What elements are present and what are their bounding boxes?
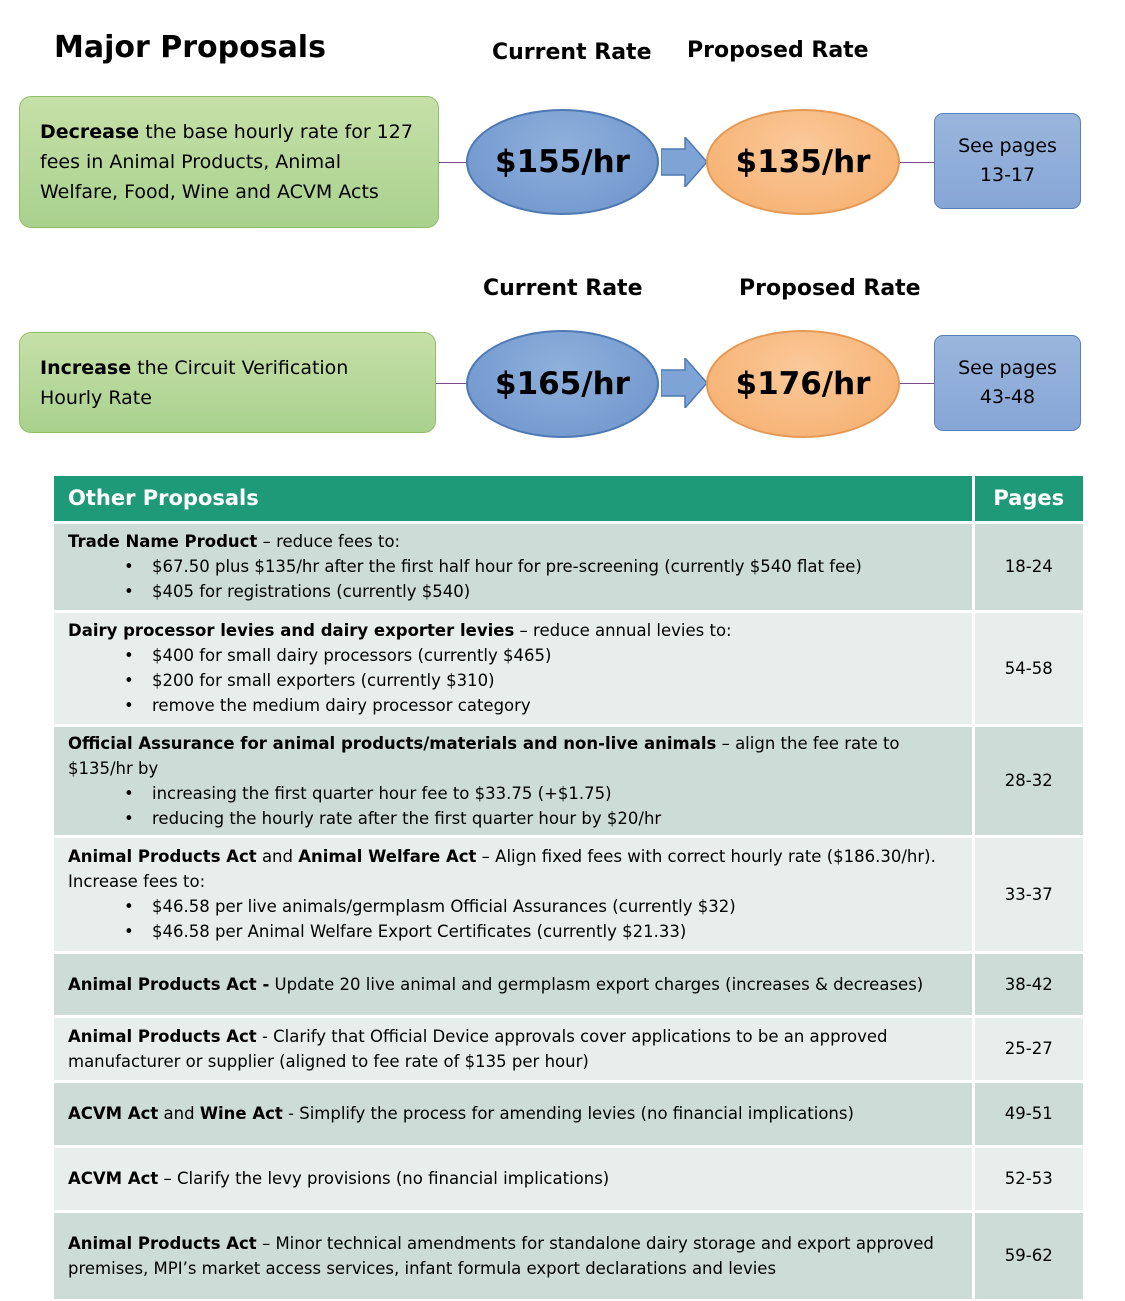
proposed-rate-header-2: Proposed Rate xyxy=(739,276,921,301)
proposed-rate-ellipse-2 xyxy=(706,330,900,438)
proposal-title-2: Animal Welfare Act xyxy=(298,847,477,866)
see-pages-range: 13-17 xyxy=(979,164,1036,186)
proposal-text: – reduce fees to: xyxy=(257,532,401,551)
current-rate-header-1: Current Rate xyxy=(492,40,652,65)
bullet-item: • $46.58 per Animal Welfare Export Certificates (currently $21.33) xyxy=(124,919,958,944)
proposed-rate-value-1: $135/hr xyxy=(735,144,871,180)
proposed-rate-header-1: Proposed Rate xyxy=(687,38,869,63)
proposal-title: Trade Name Product xyxy=(68,532,258,551)
proposed-rate-value-2: $176/hr xyxy=(735,366,871,402)
increase-description: the Circuit Verification Hourly Rate xyxy=(40,356,349,409)
table-row xyxy=(54,1146,1083,1211)
table-row xyxy=(54,836,1083,952)
see-pages-box-2 xyxy=(934,335,1081,431)
page-title: Major Proposals xyxy=(54,30,326,65)
table-row xyxy=(54,611,1083,725)
arrow-right-icon xyxy=(661,358,707,408)
proposal-cell xyxy=(54,952,973,1016)
proposal-text: – reduce annual levies to: xyxy=(514,621,732,640)
proposal-text-2: - Simplify the process for amending levies (no financial implications) xyxy=(282,1104,854,1123)
proposal-title: Official Assurance for animal products/materials and non-live animals xyxy=(68,733,717,753)
pages-cell: 49-51 xyxy=(973,1081,1083,1146)
current-rate-ellipse-1 xyxy=(466,109,659,215)
connector-line xyxy=(900,383,935,384)
bullet-item: • reducing the hourly rate after the first quarter hour by $20/hr xyxy=(124,806,958,831)
proposal-text: Update 20 live animal and germplasm export charges (increases & decreases) xyxy=(269,974,924,994)
current-rate-value-2: $165/hr xyxy=(495,366,630,402)
proposal-text: and xyxy=(256,847,299,866)
decrease-description: the base hourly rate for 127 fees in Animal Products, Animal Welfare, Food, Wine and ACVM Acts xyxy=(40,121,413,203)
proposal-cell xyxy=(54,1016,973,1081)
pages-cell: 25-27 xyxy=(973,1016,1083,1081)
arrow-right-icon xyxy=(661,137,707,187)
pages-cell: 54-58 xyxy=(973,611,1083,725)
proposal-text: – Minor technical amendments for standalone dairy storage and export approved premises, MPI’s market access services, infant formula export declarations and levies xyxy=(68,1233,934,1278)
proposal-title: ACVM Act xyxy=(68,1104,159,1123)
pages-cell: 18-24 xyxy=(973,522,1083,611)
decrease-proposal-box xyxy=(19,96,439,228)
proposal-text: - Clarify that Official Device approvals cover applications to be an approved manufacturer or supplier (aligned to fee rate of $135 per hour) xyxy=(68,1026,888,1071)
proposal-title: Animal Products Act xyxy=(68,847,257,866)
see-pages-box-1 xyxy=(934,113,1081,209)
proposal-text-2: – Align fixed fees with correct hourly rate ($186.30/hr). Increase fees to: xyxy=(68,847,936,891)
pages-cell: 52-53 xyxy=(973,1146,1083,1211)
proposal-cell xyxy=(54,725,973,836)
current-rate-header-2: Current Rate xyxy=(483,276,643,301)
bullet-item: • $405 for registrations (currently $540) xyxy=(124,579,958,604)
pages-cell: 38-42 xyxy=(973,952,1083,1016)
pages-header: Pages xyxy=(973,476,1083,522)
proposal-text: – align the fee rate to $135/hr by xyxy=(68,733,900,778)
bullet-item: • remove the medium dairy processor category xyxy=(124,693,958,718)
connector-line xyxy=(439,162,469,163)
bullet-item: • $200 for small exporters (currently $310) xyxy=(124,668,958,693)
current-rate-ellipse-2 xyxy=(466,330,659,438)
bullet-item: • increasing the first quarter hour fee to $33.75 (+$1.75) xyxy=(124,781,958,806)
proposal-text: and xyxy=(158,1104,200,1123)
table-row xyxy=(54,725,1083,836)
proposal-cell xyxy=(54,1081,973,1146)
current-rate-value-1: $155/hr xyxy=(495,144,630,180)
table-row xyxy=(54,1016,1083,1081)
see-pages-label: See pages xyxy=(958,357,1057,379)
proposal-title-2: Wine Act xyxy=(199,1104,283,1123)
pages-cell: 28-32 xyxy=(973,725,1083,836)
decrease-label: Decrease xyxy=(40,121,140,143)
connector-line xyxy=(900,162,935,163)
table-row xyxy=(54,1211,1083,1299)
proposal-title: Animal Products Act - xyxy=(68,974,270,994)
bullet-item: • $46.58 per live animals/germplasm Official Assurances (currently $32) xyxy=(124,894,958,919)
table-row xyxy=(54,522,1083,611)
proposal-cell xyxy=(54,611,973,725)
bullet-item: • $400 for small dairy processors (currently $465) xyxy=(124,643,958,668)
proposal-title: Dairy processor levies and dairy exporter levies xyxy=(68,621,515,640)
proposal-title: Animal Products Act xyxy=(68,1026,257,1046)
proposal-cell xyxy=(54,522,973,611)
proposal-cell xyxy=(54,1211,973,1299)
other-proposals-table xyxy=(54,476,1083,1299)
see-pages-range: 43-48 xyxy=(979,386,1036,408)
proposal-title: Animal Products Act xyxy=(68,1233,257,1253)
pages-cell: 59-62 xyxy=(973,1211,1083,1299)
table-row xyxy=(54,1081,1083,1146)
proposal-title: ACVM Act xyxy=(68,1169,159,1188)
increase-label: Increase xyxy=(40,356,132,379)
proposal-cell xyxy=(54,1146,973,1211)
increase-proposal-box xyxy=(19,332,436,433)
table-row xyxy=(54,952,1083,1016)
other-proposals-header: Other Proposals xyxy=(54,476,973,522)
bullet-item: • $67.50 plus $135/hr after the first half hour for pre-screening (currently $540 flat fee) xyxy=(124,554,958,579)
connector-line xyxy=(436,383,469,384)
proposal-cell xyxy=(54,836,973,952)
proposed-rate-ellipse-1 xyxy=(706,109,900,215)
see-pages-label: See pages xyxy=(958,135,1057,157)
pages-cell: 33-37 xyxy=(973,836,1083,952)
proposal-text: – Clarify the levy provisions (no financial implications) xyxy=(158,1169,610,1188)
